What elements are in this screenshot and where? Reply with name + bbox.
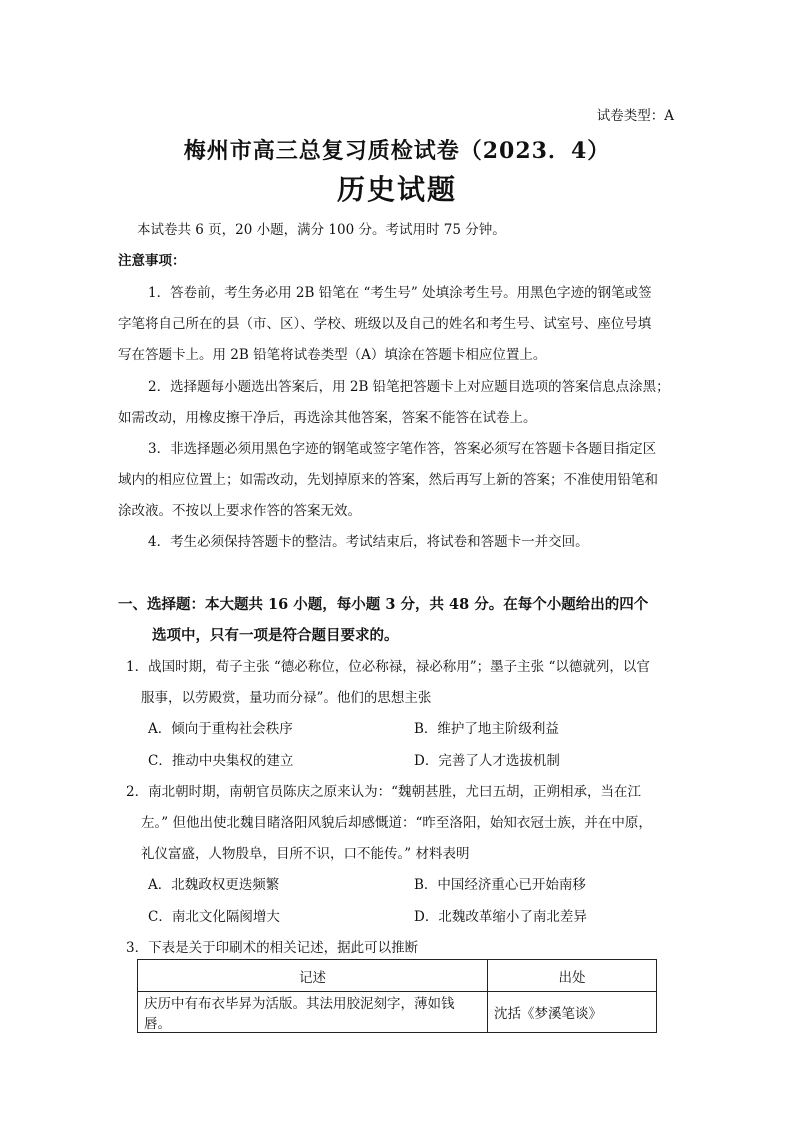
note-line: 4．考生必须保持答题卡的整洁。考试结束后，将试卷和答题卡一并交回。	[148, 534, 589, 550]
source-table	[137, 959, 657, 1033]
option-b: B．维护了地主阶级利益	[414, 721, 559, 737]
section-heading: 一、选择题：本大题共 16 小题，每小题 3 分，共 48 分。在每个小题给出的四个	[118, 596, 649, 613]
note-line: 域内的相应位置上；如需改动，先划掉原来的答案，然后再写上新的答案；不准使用铅笔和	[118, 472, 658, 488]
note-line: 2．选择题每小题选出答案后，用 2B 铅笔把答题卡上对应题目选项的答案信息点涂黑；	[148, 379, 670, 395]
section-heading-cont: 选项中，只有一项是符合题目要求的。	[152, 627, 399, 644]
option-b: B．中国经济重心已开始南移	[414, 877, 586, 893]
question-stem: 礼仪富盛，人物殷阜，目所不识，口不能传。” 材料表明	[141, 846, 470, 862]
note-line: 写在答题卡上。用 2B 铅笔将试卷类型（A）填涂在答题卡相应位置上。	[118, 347, 547, 363]
note-line: 3．非选择题必须用黑色字迹的钢笔或签字笔作答，答案必须写在答题卡各题目指定区	[148, 441, 657, 457]
question-stem: 服事，以劳殿赏，量功而分禄”。他们的思想主张	[141, 690, 432, 706]
option-a: A．倾向于重构社会秩序	[148, 721, 293, 737]
table-row	[138, 992, 657, 1033]
question-stem: 1．战国时期，荀子主张 “德必称位，位必称禄，禄必称用”；墨子主张 “以德就列，以官	[126, 659, 650, 675]
exam-subject-title: 历史试题	[336, 173, 457, 206]
notes-heading: 注意事项：	[118, 253, 186, 269]
exam-title: 梅州市高三总复习质检试卷（2023．4）	[183, 138, 611, 164]
table-header-cell: 记述	[138, 960, 488, 992]
note-line: 涂改液。不按以上要求作答的答案无效。	[118, 503, 361, 519]
note-line: 1．答卷前，考生务必用 2B 铅笔在 “考生号” 处填涂考生号。用黑色字迹的钢笔或签	[148, 285, 652, 301]
option-c: C．南北文化隔阂增大	[148, 909, 280, 925]
table-header-row	[138, 960, 657, 992]
note-line: 字笔将自己所在的县（市、区）、学校、班级以及自己的姓名和考生号、试室号、座位号填	[118, 316, 652, 332]
paper-type-label: 试卷类型：A	[596, 108, 674, 124]
table-cell: 庆历中有布衣毕昇为活版。其法用胶泥刻字，薄如钱唇。	[138, 992, 488, 1033]
table-cell: 沈括《梦溪笔谈》	[488, 992, 657, 1033]
option-d: D．完善了人才选拔机制	[414, 753, 560, 769]
option-d: D．北魏改革缩小了南北差异	[414, 909, 587, 925]
option-c: C．推动中央集权的建立	[148, 753, 294, 769]
exam-intro: 本试卷共 6 页，20 小题，满分 100 分。考试用时 75 分钟。	[137, 222, 506, 238]
note-line: 如需改动，用橡皮擦干净后，再选涂其他答案，答案不能答在试卷上。	[118, 410, 537, 426]
question-stem: 2．南北朝时期，南朝官员陈庆之原来认为：“魏朝甚胜，尤曰五胡，正朔相承，当在江	[126, 784, 641, 800]
question-stem: 左。” 但他出使北魏目睹洛阳风貌后却感慨道：“昨至洛阳，始知衣冠士族，并在中原，	[141, 815, 652, 831]
option-a: A．北魏政权更迭频繁	[148, 877, 280, 893]
question-stem: 3．下表是关于印刷术的相关记述，据此可以推断	[126, 940, 419, 956]
table-header-cell: 出处	[488, 960, 657, 992]
